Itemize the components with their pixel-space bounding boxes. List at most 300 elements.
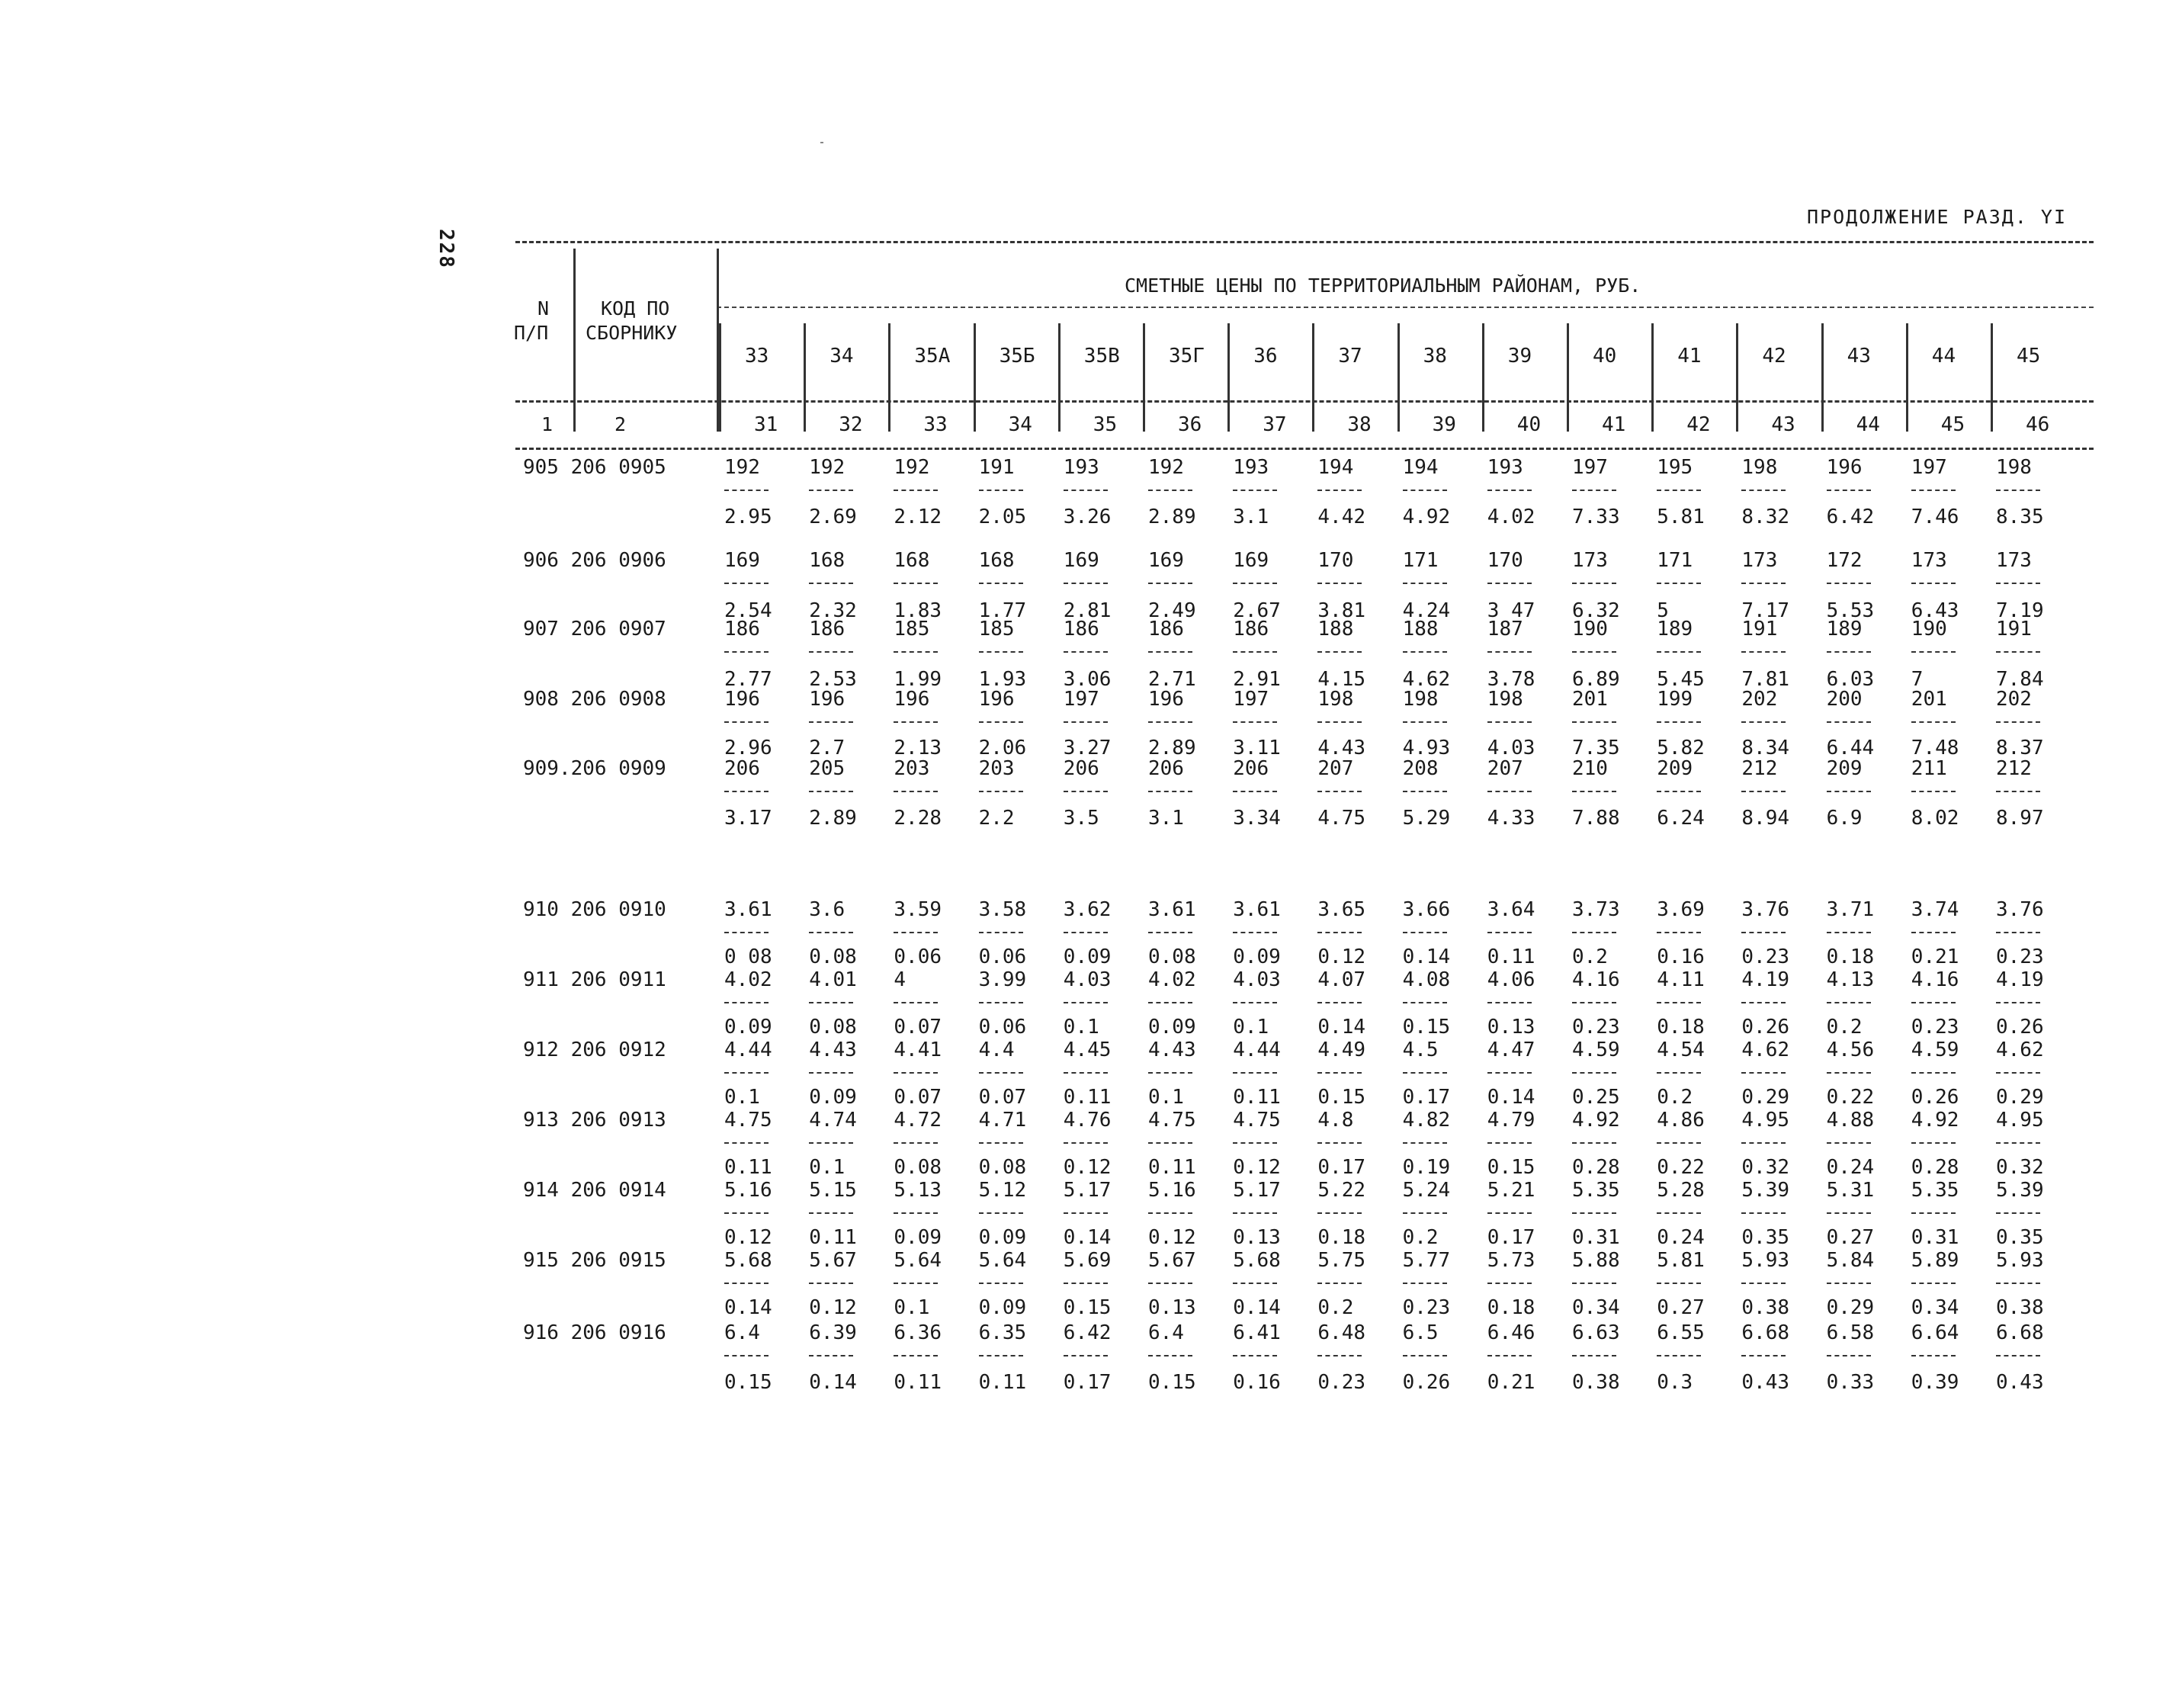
price-value: 188 [1402, 618, 1439, 640]
fraction-bar [1487, 932, 1532, 933]
price-value: 5.67 [809, 1249, 857, 1272]
price-value: 8.02 [1911, 807, 1959, 830]
price-value: 0.11 [1148, 1156, 1196, 1179]
fraction-bar [1317, 721, 1362, 723]
price-value: 5.39 [1996, 1179, 2044, 1202]
price-value: 200 [1826, 688, 1863, 711]
district-col-divider [1312, 323, 1314, 432]
fraction-bar [809, 721, 853, 723]
price-value: 4.02 [1487, 506, 1535, 528]
fraction-bar [1487, 721, 1532, 723]
price-value: 4.62 [1741, 1039, 1790, 1061]
fraction-bar [1148, 1283, 1192, 1284]
fraction-bar [1657, 583, 1701, 584]
price-value: 8.32 [1741, 506, 1790, 528]
price-value: 6.89 [1572, 668, 1620, 691]
price-value: 6.48 [1317, 1321, 1366, 1344]
price-value: 4.43 [1317, 737, 1366, 759]
price-value: 5.35 [1911, 1179, 1959, 1202]
price-value: 4.02 [1148, 968, 1196, 991]
price-value: 206 [1148, 757, 1184, 780]
district-col-header: 42 [1762, 345, 1786, 368]
district-col-index: 37 [1263, 413, 1287, 436]
price-value: 0.23 [1317, 1371, 1366, 1394]
fraction-bar [979, 1283, 1023, 1284]
fraction-bar [1064, 1283, 1108, 1284]
price-value: 0.13 [1148, 1296, 1196, 1319]
fraction-bar [724, 583, 769, 584]
price-value: 0.27 [1826, 1226, 1875, 1249]
col-code-header: КОД ПО [601, 297, 670, 319]
fraction-bar [1996, 932, 2040, 933]
price-value: 0.1 [894, 1296, 930, 1319]
price-value: 0.15 [1063, 1296, 1112, 1319]
fraction-bar [1403, 1142, 1447, 1144]
price-value: 0.15 [1148, 1371, 1196, 1394]
price-value: 0.2 [1402, 1226, 1439, 1249]
price-value: 0.06 [894, 946, 942, 968]
price-value: 206 [1063, 757, 1099, 780]
price-value: 5.81 [1657, 506, 1705, 528]
district-col-header: 37 [1338, 345, 1362, 368]
price-value: 186 [724, 618, 760, 640]
price-value: 1.77 [978, 599, 1027, 622]
fraction-bar [894, 651, 938, 653]
district-col-divider [1143, 323, 1145, 432]
fraction-bar [1148, 1142, 1192, 1144]
price-value: 0.31 [1572, 1226, 1620, 1249]
row-code: 910 206 0910 [523, 898, 666, 921]
district-col-header: 35В [1083, 345, 1120, 368]
district-col-divider [974, 323, 976, 432]
fraction-bar [979, 1072, 1023, 1074]
fraction-bar [724, 721, 769, 723]
price-value: 0.28 [1572, 1156, 1620, 1179]
fraction-bar [1403, 1283, 1447, 1284]
price-value: 0.32 [1741, 1156, 1790, 1179]
fraction-bar [1317, 1212, 1362, 1214]
price-value: 0.23 [1741, 946, 1790, 968]
price-value: 5.68 [1233, 1249, 1281, 1272]
district-col-index: 32 [839, 413, 863, 436]
price-value: 4.41 [894, 1039, 942, 1061]
row-code: 909.206 0909 [523, 757, 666, 780]
price-value: 0.14 [1233, 1296, 1281, 1319]
fraction-bar [1827, 932, 1871, 933]
price-value: 4.43 [1148, 1039, 1196, 1061]
price-value: 0.16 [1657, 946, 1705, 968]
price-value: 0.26 [1996, 1016, 2044, 1039]
price-value: 203 [894, 757, 930, 780]
district-col-index: 46 [2026, 413, 2050, 436]
price-value: 173 [1996, 549, 2032, 572]
price-value: 173 [1741, 549, 1778, 572]
price-value: 5.69 [1063, 1249, 1112, 1272]
price-value: 209 [1826, 757, 1863, 780]
price-value: 0.24 [1826, 1156, 1875, 1179]
price-value: 0.11 [978, 1371, 1027, 1394]
district-col-index: 36 [1178, 413, 1202, 436]
price-value: 4.33 [1487, 807, 1535, 830]
district-col-divider [1906, 323, 1908, 432]
fraction-bar [1741, 1142, 1786, 1144]
price-value: 4.59 [1911, 1039, 1959, 1061]
price-value: 6.39 [809, 1321, 857, 1344]
fraction-bar [1064, 1355, 1108, 1356]
divider-n [573, 249, 576, 432]
fraction-bar [1657, 1002, 1701, 1003]
district-col-divider [804, 323, 806, 432]
row-code: 907 206 0907 [523, 618, 666, 640]
fraction-bar [809, 583, 853, 584]
fraction-bar [979, 932, 1023, 933]
price-value: 0.09 [809, 1086, 857, 1109]
price-value: 3.99 [978, 968, 1027, 991]
price-value: 0.09 [1233, 946, 1281, 968]
price-value: 207 [1317, 757, 1354, 780]
fraction-bar [894, 1212, 938, 1214]
fraction-bar [1064, 651, 1108, 653]
price-value: 7.84 [1996, 668, 2044, 691]
row-code: 911 206 0911 [523, 968, 666, 991]
price-value: 0.34 [1911, 1296, 1959, 1319]
fraction-bar [1996, 721, 2040, 723]
price-value: 5.64 [978, 1249, 1027, 1272]
district-col-divider [1227, 323, 1230, 432]
fraction-bar [1827, 1142, 1871, 1144]
row-code: 912 206 0912 [523, 1039, 666, 1061]
fraction-bar [1657, 651, 1701, 653]
price-value: 2.91 [1233, 668, 1281, 691]
price-value: 6.4 [1148, 1321, 1184, 1344]
price-value: 4.93 [1402, 737, 1451, 759]
price-value: 0.07 [894, 1016, 942, 1039]
price-value: 0.3 [1657, 1371, 1693, 1394]
price-value: 0.14 [809, 1371, 857, 1394]
price-value: 3.59 [894, 898, 942, 921]
price-value: 0.1 [1233, 1016, 1269, 1039]
price-value: 0.17 [1402, 1086, 1451, 1109]
price-value: 198 [1741, 456, 1778, 479]
price-value: 206 [1233, 757, 1269, 780]
price-value: 194 [1402, 456, 1439, 479]
price-value: 0.2 [1657, 1086, 1693, 1109]
fraction-bar [1911, 1072, 1956, 1074]
price-value: 186 [1148, 618, 1184, 640]
district-col-header: 36 [1253, 345, 1278, 368]
price-value: 198 [1996, 456, 2032, 479]
price-value: 4.5 [1402, 1039, 1439, 1061]
price-value: 5.39 [1741, 1179, 1790, 1202]
price-value: 5.81 [1657, 1249, 1705, 1272]
price-value: 5.93 [1741, 1249, 1790, 1272]
district-col-header: 40 [1593, 345, 1617, 368]
fraction-bar [1741, 1283, 1786, 1284]
price-value: 3.76 [1741, 898, 1790, 921]
price-value: 2.96 [724, 737, 772, 759]
price-value: 0.09 [724, 1016, 772, 1039]
price-value: 171 [1402, 549, 1439, 572]
price-value: 0.35 [1741, 1226, 1790, 1249]
price-value: 4.19 [1996, 968, 2044, 991]
price-value: 195 [1657, 456, 1693, 479]
price-value: 0.09 [1148, 1016, 1196, 1039]
fraction-bar [894, 932, 938, 933]
row-code: 913 206 0913 [523, 1109, 666, 1132]
price-value: 4.75 [724, 1109, 772, 1132]
fraction-bar [809, 932, 853, 933]
fraction-bar [1317, 1142, 1362, 1144]
fraction-bar [1911, 490, 1956, 491]
price-value: 2.28 [894, 807, 942, 830]
group-rule [717, 307, 2094, 308]
price-value: 197 [1233, 688, 1269, 711]
price-value: 190 [1911, 618, 1947, 640]
price-value: 6.64 [1911, 1321, 1959, 1344]
price-value: 8.97 [1996, 807, 2044, 830]
price-value: 4.88 [1826, 1109, 1875, 1132]
price-value: 0 08 [724, 946, 772, 968]
price-value: 2.2 [978, 807, 1015, 830]
price-value: 2.77 [724, 668, 772, 691]
price-value: 2.13 [894, 737, 942, 759]
price-value: 208 [1402, 757, 1439, 780]
price-value: 4.92 [1402, 506, 1451, 528]
fraction-bar [1572, 490, 1616, 491]
price-value: 0.08 [809, 1016, 857, 1039]
price-value: 0.07 [978, 1086, 1027, 1109]
price-value: 5.53 [1826, 599, 1875, 622]
price-value: 4.75 [1317, 807, 1366, 830]
fraction-bar [1317, 490, 1362, 491]
fraction-bar [1996, 1072, 2040, 1074]
price-value: 1.93 [978, 668, 1027, 691]
fraction-bar [1317, 791, 1362, 792]
fraction-bar [979, 721, 1023, 723]
price-value: 0.06 [978, 946, 1027, 968]
district-col-header: 41 [1677, 345, 1702, 368]
fraction-bar [1827, 791, 1871, 792]
price-value: 0.26 [1741, 1016, 1790, 1039]
price-value: 173 [1572, 549, 1608, 572]
fraction-bar [1827, 651, 1871, 653]
price-value: 5.17 [1063, 1179, 1112, 1202]
district-col-divider [1991, 323, 1993, 432]
fraction-bar [1148, 583, 1192, 584]
price-value: 0.14 [1402, 946, 1451, 968]
price-value: 4.8 [1317, 1109, 1354, 1132]
price-value: 0.13 [1233, 1226, 1281, 1249]
price-value: 3.61 [1233, 898, 1281, 921]
fraction-bar [724, 1212, 769, 1214]
fraction-bar [1827, 583, 1871, 584]
price-value: 6.44 [1826, 737, 1875, 759]
fraction-bar [1911, 1142, 1956, 1144]
price-value: 168 [809, 549, 846, 572]
fraction-bar [1572, 583, 1616, 584]
price-value: 4.62 [1996, 1039, 2044, 1061]
price-value: 0.09 [978, 1226, 1027, 1249]
price-value: 8.37 [1996, 737, 2044, 759]
fraction-bar [1317, 1002, 1362, 1003]
price-value: 0.11 [1063, 1086, 1112, 1109]
fraction-bar [1572, 791, 1616, 792]
district-col-index: 38 [1347, 413, 1372, 436]
price-value: 3.26 [1063, 506, 1112, 528]
fraction-bar [809, 1142, 853, 1144]
fraction-bar [1741, 932, 1786, 933]
district-col-divider [1397, 323, 1400, 432]
price-value: 0.22 [1657, 1156, 1705, 1179]
fraction-bar [1996, 791, 2040, 792]
district-col-header: 43 [1847, 345, 1871, 368]
price-value: 3.58 [978, 898, 1027, 921]
price-value: 0.12 [1233, 1156, 1281, 1179]
fraction-bar [1064, 932, 1108, 933]
fraction-bar [1657, 721, 1701, 723]
price-value: 5.75 [1317, 1249, 1366, 1272]
fraction-bar [1403, 1072, 1447, 1074]
price-value: 169 [1063, 549, 1099, 572]
price-value: 0.31 [1911, 1226, 1959, 1249]
district-col-header: 38 [1423, 345, 1447, 368]
fraction-bar [979, 651, 1023, 653]
price-value: 4.47 [1487, 1039, 1535, 1061]
price-value: 193 [1233, 456, 1269, 479]
price-value: 186 [1233, 618, 1269, 640]
fraction-bar [1064, 583, 1108, 584]
fraction-bar [894, 490, 938, 491]
price-value: 3.81 [1317, 599, 1366, 622]
district-col-index: 40 [1516, 413, 1542, 436]
district-col-divider [1651, 323, 1654, 432]
price-value: 201 [1911, 688, 1947, 711]
price-value: 0.15 [1402, 1016, 1451, 1039]
fraction-bar [1572, 1072, 1616, 1074]
price-value: 3.66 [1402, 898, 1451, 921]
price-value: 6.63 [1572, 1321, 1620, 1344]
price-value: 0.15 [1487, 1156, 1535, 1179]
price-value: 0.38 [1741, 1296, 1790, 1319]
price-value: 0.11 [1487, 946, 1535, 968]
fraction-bar [1233, 490, 1277, 491]
price-value: 1.99 [894, 668, 942, 691]
price-value: 4.19 [1741, 968, 1790, 991]
price-value: 0.17 [1063, 1371, 1112, 1394]
fraction-bar [1741, 583, 1786, 584]
district-col-index: 41 [1602, 413, 1626, 436]
fraction-bar [979, 490, 1023, 491]
col-n-header: N [537, 297, 550, 319]
fraction-bar [1233, 651, 1277, 653]
price-value: 6.68 [1996, 1321, 2044, 1344]
price-value: 6.58 [1826, 1321, 1875, 1344]
price-value: 194 [1317, 456, 1354, 479]
price-value: 4.11 [1657, 968, 1705, 991]
fraction-bar [1233, 1212, 1277, 1214]
fraction-bar [1064, 490, 1108, 491]
price-value: 2.05 [978, 506, 1027, 528]
price-value: 0.08 [894, 1156, 942, 1179]
price-value: 7.19 [1996, 599, 2044, 622]
price-value: 173 [1911, 549, 1947, 572]
fraction-bar [1064, 791, 1108, 792]
price-value: 0.15 [1317, 1086, 1366, 1109]
fraction-bar [894, 791, 938, 792]
price-value: 0.11 [724, 1156, 772, 1179]
district-col-index: 34 [1008, 413, 1032, 436]
price-value: 5.21 [1487, 1179, 1535, 1202]
price-value: 6.4 [724, 1321, 760, 1344]
fraction-bar [979, 583, 1023, 584]
price-value: 5.35 [1572, 1179, 1620, 1202]
fraction-bar [1827, 1002, 1871, 1003]
fraction-bar [1996, 1002, 2040, 1003]
price-value: 198 [1317, 688, 1354, 711]
fraction-bar [1317, 1283, 1362, 1284]
price-value: 3.61 [1148, 898, 1196, 921]
district-col-divider [1821, 323, 1824, 432]
index-n: 1 [541, 413, 554, 435]
price-value: 2.89 [1148, 506, 1196, 528]
fraction-bar [1233, 1002, 1277, 1003]
price-value: 5.24 [1402, 1179, 1451, 1202]
price-value: 0.38 [1996, 1296, 2044, 1319]
fraction-bar [1403, 932, 1447, 933]
fraction-bar [1487, 1142, 1532, 1144]
fraction-bar [809, 651, 853, 653]
price-value: 4.44 [1233, 1039, 1281, 1061]
district-col-header: 33 [745, 345, 769, 368]
price-value: 6.36 [894, 1321, 942, 1344]
fraction-bar [894, 1355, 938, 1356]
fraction-bar [979, 1212, 1023, 1214]
fraction-bar [724, 1072, 769, 1074]
price-value: 0.12 [1063, 1156, 1112, 1179]
price-value: 4.03 [1063, 968, 1112, 991]
fraction-bar [1148, 1002, 1192, 1003]
fraction-bar [724, 1142, 769, 1144]
price-value: 7 [1911, 668, 1924, 691]
fraction-bar [1572, 1142, 1616, 1144]
fraction-bar [1487, 1283, 1532, 1284]
price-value: 2.49 [1148, 599, 1196, 622]
price-value: 4.54 [1657, 1039, 1705, 1061]
fraction-bar [1911, 721, 1956, 723]
fraction-bar [1233, 791, 1277, 792]
price-value: 0.11 [894, 1371, 942, 1394]
fraction-bar [894, 1002, 938, 1003]
fraction-bar [1741, 791, 1786, 792]
fraction-bar [1827, 1212, 1871, 1214]
price-value: 5.67 [1148, 1249, 1196, 1272]
price-value: 0.34 [1572, 1296, 1620, 1319]
price-value: 192 [1148, 456, 1184, 479]
fraction-bar [1996, 490, 2040, 491]
price-value: 0.27 [1657, 1296, 1705, 1319]
price-value: 169 [1233, 549, 1269, 572]
fraction-bar [894, 721, 938, 723]
price-value: 4.79 [1487, 1109, 1535, 1132]
price-value: 4.59 [1572, 1039, 1620, 1061]
fraction-bar [1911, 791, 1956, 792]
district-col-divider [1736, 323, 1738, 432]
price-value: 0.12 [724, 1226, 772, 1249]
price-value: 5.77 [1402, 1249, 1451, 1272]
fraction-bar [1487, 583, 1532, 584]
fraction-bar [809, 791, 853, 792]
fraction-bar [1911, 1212, 1956, 1214]
